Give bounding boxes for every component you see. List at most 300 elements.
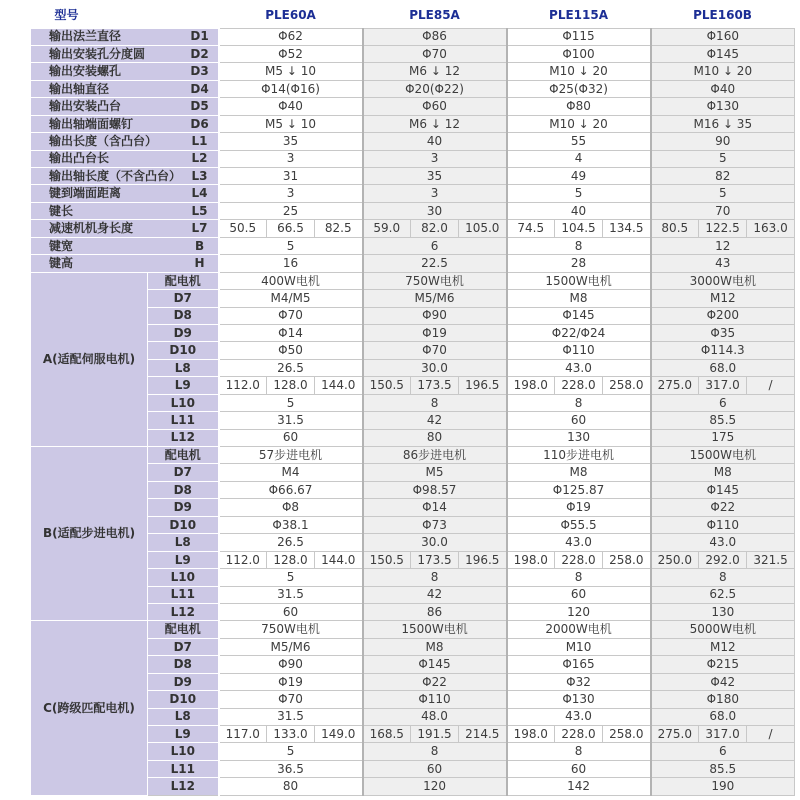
value-b-row2-ple85a: M5 (363, 464, 507, 481)
section-b-row-1 (31, 447, 795, 464)
value-b-row10-ple60a: 60 (219, 603, 363, 620)
value-a-row5-ple85a: Φ70 (363, 342, 507, 359)
section-label-c: C(跨级匹配电机) (31, 621, 148, 795)
value-a-row7-ple60a-sub1: 112.0 (219, 377, 267, 394)
row-code-d1: D1 (190, 29, 209, 44)
value-l3-ple160b: 82 (651, 168, 795, 185)
row-label-flex-l3 (31, 170, 218, 183)
value-c-row4-ple160b: Φ42 (651, 673, 795, 690)
value-b-row8-ple115a: 8 (507, 569, 651, 586)
section-c-row-1 (31, 621, 795, 638)
value-b-row10-ple115a: 120 (507, 603, 651, 620)
value-c-row7-ple115a-sub1: 198.0 (507, 726, 555, 743)
value-a-row2-ple115a: M8 (507, 290, 651, 307)
row-label-flex-l1 (31, 135, 218, 148)
value-d5-ple60a: Φ40 (219, 98, 363, 115)
spec-row-l1 (31, 133, 795, 150)
value-a-row3-ple85a: Φ90 (363, 307, 507, 324)
value-c-row10-ple160b: 190 (651, 778, 795, 795)
row-code-b: B (194, 238, 205, 253)
value-c-row9-ple60a: 36.5 (219, 760, 363, 777)
value-l7-ple115a-sub3: 134.5 (603, 220, 651, 237)
value-c-row7-ple60a-sub3: 149.0 (315, 726, 363, 743)
row-label-flex-h (31, 257, 218, 270)
row-label-flex-d3 (31, 65, 218, 78)
value-c-row7-ple60a-sub1: 117.0 (219, 726, 267, 743)
value-b-row9-ple60a: 31.5 (219, 586, 363, 603)
value-b-row9-ple160b: 62.5 (651, 586, 795, 603)
value-d4-ple115a: Φ25(Φ32) (507, 80, 651, 97)
value-c-row6-ple160b: 68.0 (651, 708, 795, 725)
value-a-row5-ple115a: Φ110 (507, 342, 651, 359)
value-b-row2-ple60a: M4 (219, 464, 363, 481)
value-d3-ple60a: M5 ↓ 10 (219, 63, 363, 80)
row-label-flex-l2 (31, 152, 218, 165)
value-a-row8-ple160b: 6 (651, 394, 795, 411)
value-d4-ple85a: Φ20(Φ22) (363, 80, 507, 97)
value-c-row8-ple160b: 6 (651, 743, 795, 760)
value-b-row9-ple115a: 60 (507, 586, 651, 603)
row-label-h (31, 255, 219, 272)
value-d6-ple85a: M6 ↓ 12 (363, 115, 507, 132)
model-label-text: 型号 (54, 8, 79, 23)
row-label-text-b: 键宽 (49, 238, 74, 253)
value-l5-ple85a: 30 (363, 202, 507, 219)
value-a-row9-ple160b: 85.5 (651, 412, 795, 429)
value-a-row7-ple115a-sub3: 258.0 (603, 377, 651, 394)
value-l7-ple85a-sub3: 105.0 (459, 220, 507, 237)
value-c-row8-ple115a: 8 (507, 743, 651, 760)
row-label-d5 (31, 98, 219, 115)
value-l7-ple160b-sub1: 80.5 (651, 220, 699, 237)
row-label-text-d4: 输出轴直径 (49, 81, 110, 96)
row-code-l7: L7 (191, 221, 208, 236)
value-b-row4-ple85a: Φ14 (363, 499, 507, 516)
value-c-row4-ple85a: Φ22 (363, 673, 507, 690)
section-c-code-9: L11 (148, 760, 219, 777)
value-b-row3-ple85a: Φ98.57 (363, 481, 507, 498)
value-b-row1-ple85a: 86步进电机 (363, 447, 507, 464)
value-c-row1-ple85a: 1500W电机 (363, 621, 507, 638)
section-b-code-4: D9 (148, 499, 219, 516)
row-label-text-h: 键高 (49, 256, 74, 271)
value-d1-ple160b: Φ160 (651, 28, 795, 45)
value-b-row7-ple160b-sub1: 250.0 (651, 551, 699, 568)
row-label-l2 (31, 150, 219, 167)
value-b-row4-ple115a: Φ19 (507, 499, 651, 516)
section-c-code-2: D7 (148, 638, 219, 655)
value-c-row2-ple85a: M8 (363, 638, 507, 655)
value-a-row7-ple160b-sub1: 275.0 (651, 377, 699, 394)
section-label-b: B(适配步进电机) (31, 447, 148, 621)
value-c-row10-ple85a: 120 (363, 778, 507, 795)
row-code-h: H (194, 256, 205, 271)
value-c-row7-ple85a-sub1: 168.5 (363, 726, 411, 743)
spec-row-d6 (31, 115, 795, 132)
value-a-row5-ple160b: Φ114.3 (651, 342, 795, 359)
section-c-code-5: D10 (148, 691, 219, 708)
row-label-d6 (31, 115, 219, 132)
value-c-row9-ple85a: 60 (363, 760, 507, 777)
row-code-l4: L4 (191, 186, 208, 201)
section-label-a: A(适配伺服电机) (31, 272, 148, 446)
value-h-ple115a: 28 (507, 255, 651, 272)
section-a-code-4: D9 (148, 324, 219, 341)
value-d3-ple160b: M10 ↓ 20 (651, 63, 795, 80)
section-a-code-9: L11 (148, 412, 219, 429)
spec-row-d3 (31, 63, 795, 80)
value-c-row3-ple85a: Φ145 (363, 656, 507, 673)
value-d6-ple115a: M10 ↓ 20 (507, 115, 651, 132)
row-code-l2: L2 (191, 151, 208, 166)
value-b-row7-ple115a-sub2: 228.0 (555, 551, 603, 568)
value-h-ple160b: 43 (651, 255, 795, 272)
value-c-row3-ple115a: Φ165 (507, 656, 651, 673)
value-b-row8-ple160b: 8 (651, 569, 795, 586)
row-label-text-d3: 输出安装螺孔 (49, 64, 122, 79)
value-a-row6-ple85a: 30.0 (363, 359, 507, 376)
value-b-row8-ple60a: 5 (219, 569, 363, 586)
value-d2-ple160b: Φ145 (651, 45, 795, 62)
section-b-code-1: 配电机 (148, 447, 219, 464)
value-d5-ple85a: Φ60 (363, 98, 507, 115)
row-label-flex-d2 (31, 48, 218, 61)
section-c-code-8: L10 (148, 743, 219, 760)
value-l5-ple160b: 70 (651, 202, 795, 219)
value-b-row3-ple60a: Φ66.67 (219, 481, 363, 498)
value-a-row7-ple60a-sub2: 128.0 (267, 377, 315, 394)
row-label-b (31, 237, 219, 254)
row-label-text-l3: 输出轴长度（不含凸台） (49, 168, 182, 183)
value-d1-ple115a: Φ115 (507, 28, 651, 45)
value-a-row1-ple115a: 1500W电机 (507, 272, 651, 289)
value-b-row7-ple60a-sub3: 144.0 (315, 551, 363, 568)
spec-row-d4 (31, 80, 795, 97)
row-label-flex-l5 (31, 205, 218, 218)
value-b-row1-ple115a: 110步进电机 (507, 447, 651, 464)
value-b-row3-ple160b: Φ145 (651, 481, 795, 498)
row-label-flex-l4 (31, 187, 218, 200)
value-b-row6-ple115a: 43.0 (507, 534, 651, 551)
row-label-text-d1: 输出法兰直径 (49, 29, 122, 44)
value-c-row3-ple60a: Φ90 (219, 656, 363, 673)
row-label-flex-d6 (31, 118, 218, 131)
value-h-ple85a: 22.5 (363, 255, 507, 272)
value-c-row7-ple160b-sub3: / (747, 726, 795, 743)
value-l7-ple85a-sub1: 59.0 (363, 220, 411, 237)
gearbox-spec-table (30, 4, 795, 796)
value-a-row6-ple60a: 26.5 (219, 359, 363, 376)
value-c-row7-ple85a-sub2: 191.5 (411, 726, 459, 743)
row-label-text-l1: 输出长度（含凸台） (49, 134, 158, 149)
value-c-row6-ple115a: 43.0 (507, 708, 651, 725)
model-header-ple160b: PLE160B (651, 4, 795, 28)
value-d2-ple115a: Φ100 (507, 45, 651, 62)
value-l1-ple60a: 35 (219, 133, 363, 150)
value-a-row4-ple60a: Φ14 (219, 324, 363, 341)
value-c-row6-ple85a: 48.0 (363, 708, 507, 725)
value-b-row7-ple160b-sub3: 321.5 (747, 551, 795, 568)
section-c-code-4: D9 (148, 673, 219, 690)
value-d1-ple60a: Φ62 (219, 28, 363, 45)
value-a-row2-ple60a: M4/M5 (219, 290, 363, 307)
value-d2-ple60a: Φ52 (219, 45, 363, 62)
value-c-row7-ple115a-sub3: 258.0 (603, 726, 651, 743)
value-l4-ple85a: 3 (363, 185, 507, 202)
value-a-row6-ple115a: 43.0 (507, 359, 651, 376)
value-b-row5-ple85a: Φ73 (363, 516, 507, 533)
value-a-row1-ple160b: 3000W电机 (651, 272, 795, 289)
value-a-row8-ple115a: 8 (507, 394, 651, 411)
value-a-row8-ple60a: 5 (219, 394, 363, 411)
value-a-row7-ple160b-sub2: 317.0 (699, 377, 747, 394)
row-label-flex-b (31, 240, 218, 253)
value-l7-ple160b-sub2: 122.5 (699, 220, 747, 237)
value-l4-ple115a: 5 (507, 185, 651, 202)
value-l2-ple115a: 4 (507, 150, 651, 167)
spec-row-d2 (31, 45, 795, 62)
value-c-row9-ple115a: 60 (507, 760, 651, 777)
value-b-row1-ple160b: 1500W电机 (651, 447, 795, 464)
value-l7-ple85a-sub2: 82.0 (411, 220, 459, 237)
value-c-row8-ple85a: 8 (363, 743, 507, 760)
section-b-code-2: D7 (148, 464, 219, 481)
row-code-d5: D5 (190, 99, 209, 114)
section-b-code-5: D10 (148, 516, 219, 533)
value-c-row5-ple160b: Φ180 (651, 691, 795, 708)
spec-row-d1 (31, 28, 795, 45)
spec-row-l5 (31, 202, 795, 219)
value-a-row2-ple160b: M12 (651, 290, 795, 307)
value-c-row1-ple160b: 5000W电机 (651, 621, 795, 638)
value-a-row7-ple85a-sub2: 173.5 (411, 377, 459, 394)
value-d5-ple115a: Φ80 (507, 98, 651, 115)
value-c-row6-ple60a: 31.5 (219, 708, 363, 725)
value-a-row7-ple160b-sub3: / (747, 377, 795, 394)
value-l1-ple160b: 90 (651, 133, 795, 150)
value-a-row9-ple85a: 42 (363, 412, 507, 429)
value-a-row3-ple115a: Φ145 (507, 307, 651, 324)
row-label-l7 (31, 220, 219, 237)
row-label-l3 (31, 168, 219, 185)
section-a-code-3: D8 (148, 307, 219, 324)
row-label-flex-d5 (31, 100, 218, 113)
value-d2-ple85a: Φ70 (363, 45, 507, 62)
value-d3-ple85a: M6 ↓ 12 (363, 63, 507, 80)
value-b-row5-ple115a: Φ55.5 (507, 516, 651, 533)
section-b-code-10: L12 (148, 603, 219, 620)
value-c-row1-ple115a: 2000W电机 (507, 621, 651, 638)
row-label-text-l7: 减速机机身长度 (49, 221, 134, 236)
section-a-code-2: D7 (148, 290, 219, 307)
value-d6-ple160b: M16 ↓ 35 (651, 115, 795, 132)
value-c-row8-ple60a: 5 (219, 743, 363, 760)
value-d3-ple115a: M10 ↓ 20 (507, 63, 651, 80)
value-b-row4-ple60a: Φ8 (219, 499, 363, 516)
value-b-row4-ple160b: Φ22 (651, 499, 795, 516)
row-label-l4 (31, 185, 219, 202)
spec-row-l4 (31, 185, 795, 202)
value-b-row7-ple85a-sub2: 173.5 (411, 551, 459, 568)
spec-row-b (31, 237, 795, 254)
value-d1-ple85a: Φ86 (363, 28, 507, 45)
value-l3-ple60a: 31 (219, 168, 363, 185)
section-b-code-9: L11 (148, 586, 219, 603)
value-a-row10-ple85a: 80 (363, 429, 507, 446)
value-a-row2-ple85a: M5/M6 (363, 290, 507, 307)
value-d5-ple160b: Φ130 (651, 98, 795, 115)
spec-table-body (31, 28, 795, 795)
value-l3-ple115a: 49 (507, 168, 651, 185)
row-label-l5 (31, 202, 219, 219)
model-header-ple60a: PLE60A (219, 4, 363, 28)
row-label-d3 (31, 63, 219, 80)
section-c-code-7: L9 (148, 726, 219, 743)
value-b-ple115a: 8 (507, 237, 651, 254)
value-a-row7-ple85a-sub3: 196.5 (459, 377, 507, 394)
row-code-l5: L5 (191, 203, 208, 218)
section-a-code-5: D10 (148, 342, 219, 359)
section-c-code-6: L8 (148, 708, 219, 725)
value-l2-ple85a: 3 (363, 150, 507, 167)
row-label-text-l2: 输出凸台长 (49, 151, 110, 166)
model-header-ple115a: PLE115A (507, 4, 651, 28)
row-label-text-l5: 键长 (49, 203, 74, 218)
section-a-row-1 (31, 272, 795, 289)
value-c-row4-ple60a: Φ19 (219, 673, 363, 690)
row-label-l1 (31, 133, 219, 150)
value-a-row4-ple115a: Φ22/Φ24 (507, 324, 651, 341)
value-d6-ple60a: M5 ↓ 10 (219, 115, 363, 132)
row-label-text-l4: 键到端面距离 (49, 186, 122, 201)
value-l1-ple85a: 40 (363, 133, 507, 150)
value-l7-ple115a-sub1: 74.5 (507, 220, 555, 237)
value-l7-ple160b-sub3: 163.0 (747, 220, 795, 237)
row-code-d4: D4 (190, 81, 209, 96)
section-c-code-10: L12 (148, 778, 219, 795)
value-l7-ple60a-sub1: 50.5 (219, 220, 267, 237)
spec-sheet-page (30, 4, 795, 796)
row-code-l1: L1 (191, 134, 208, 149)
value-b-ple60a: 5 (219, 237, 363, 254)
value-a-row7-ple60a-sub3: 144.0 (315, 377, 363, 394)
value-b-row7-ple115a-sub3: 258.0 (603, 551, 651, 568)
value-a-row9-ple115a: 60 (507, 412, 651, 429)
section-a-code-8: L10 (148, 394, 219, 411)
value-b-row6-ple85a: 30.0 (363, 534, 507, 551)
value-a-row5-ple60a: Φ50 (219, 342, 363, 359)
section-a-code-10: L12 (148, 429, 219, 446)
value-b-row10-ple85a: 86 (363, 603, 507, 620)
value-l5-ple60a: 25 (219, 202, 363, 219)
value-l2-ple160b: 5 (651, 150, 795, 167)
value-c-row7-ple115a-sub2: 228.0 (555, 726, 603, 743)
spec-row-l3 (31, 168, 795, 185)
value-c-row7-ple160b-sub1: 275.0 (651, 726, 699, 743)
value-b-row3-ple115a: Φ125.87 (507, 481, 651, 498)
value-a-row7-ple85a-sub1: 150.5 (363, 377, 411, 394)
value-c-row5-ple85a: Φ110 (363, 691, 507, 708)
section-c-code-1: 配电机 (148, 621, 219, 638)
value-c-row2-ple115a: M10 (507, 638, 651, 655)
value-l7-ple115a-sub2: 104.5 (555, 220, 603, 237)
section-a-code-7: L9 (148, 377, 219, 394)
section-b-code-7: L9 (148, 551, 219, 568)
section-b-code-6: L8 (148, 534, 219, 551)
value-l7-ple60a-sub2: 66.5 (267, 220, 315, 237)
value-c-row10-ple115a: 142 (507, 778, 651, 795)
spec-row-h (31, 255, 795, 272)
row-code-l3: L3 (191, 168, 208, 183)
value-c-row5-ple115a: Φ130 (507, 691, 651, 708)
value-a-row3-ple60a: Φ70 (219, 307, 363, 324)
value-c-row3-ple160b: Φ215 (651, 656, 795, 673)
value-a-row10-ple60a: 60 (219, 429, 363, 446)
value-l4-ple160b: 5 (651, 185, 795, 202)
value-a-row3-ple160b: Φ200 (651, 307, 795, 324)
value-b-row6-ple160b: 43.0 (651, 534, 795, 551)
value-a-row4-ple85a: Φ19 (363, 324, 507, 341)
row-code-d6: D6 (190, 116, 209, 131)
model-label-header (31, 4, 219, 28)
row-label-d2 (31, 45, 219, 62)
value-a-row7-ple115a-sub2: 228.0 (555, 377, 603, 394)
value-c-row10-ple60a: 80 (219, 778, 363, 795)
value-l2-ple60a: 3 (219, 150, 363, 167)
value-l3-ple85a: 35 (363, 168, 507, 185)
value-b-ple85a: 6 (363, 237, 507, 254)
value-b-row7-ple60a-sub1: 112.0 (219, 551, 267, 568)
section-a-code-1: 配电机 (148, 272, 219, 289)
value-b-row7-ple60a-sub2: 128.0 (267, 551, 315, 568)
value-a-row1-ple60a: 400W电机 (219, 272, 363, 289)
value-c-row2-ple160b: M12 (651, 638, 795, 655)
value-c-row2-ple60a: M5/M6 (219, 638, 363, 655)
spec-row-d5 (31, 98, 795, 115)
value-b-row1-ple60a: 57步进电机 (219, 447, 363, 464)
row-label-text-d5: 输出安装凸台 (49, 99, 122, 114)
value-b-row7-ple85a-sub1: 150.5 (363, 551, 411, 568)
row-label-text-d6: 输出轴端面螺钉 (49, 116, 134, 131)
value-b-row8-ple85a: 8 (363, 569, 507, 586)
value-b-row7-ple85a-sub3: 196.5 (459, 551, 507, 568)
section-b-code-3: D8 (148, 481, 219, 498)
value-a-row10-ple160b: 175 (651, 429, 795, 446)
row-label-flex-d4 (31, 83, 218, 96)
value-b-row9-ple85a: 42 (363, 586, 507, 603)
header-row (31, 4, 795, 28)
value-a-row8-ple85a: 8 (363, 394, 507, 411)
value-b-ple160b: 12 (651, 237, 795, 254)
value-l4-ple60a: 3 (219, 185, 363, 202)
row-label-flex-l7 (31, 222, 218, 235)
value-b-row6-ple60a: 26.5 (219, 534, 363, 551)
row-label-d1 (31, 28, 219, 45)
value-b-row5-ple160b: Φ110 (651, 516, 795, 533)
value-c-row5-ple60a: Φ70 (219, 691, 363, 708)
value-a-row10-ple115a: 130 (507, 429, 651, 446)
value-b-row2-ple115a: M8 (507, 464, 651, 481)
section-b-code-8: L10 (148, 569, 219, 586)
value-c-row9-ple160b: 85.5 (651, 760, 795, 777)
value-c-row1-ple60a: 750W电机 (219, 621, 363, 638)
value-a-row4-ple160b: Φ35 (651, 324, 795, 341)
value-b-row7-ple160b-sub2: 292.0 (699, 551, 747, 568)
value-c-row7-ple160b-sub2: 317.0 (699, 726, 747, 743)
value-b-row2-ple160b: M8 (651, 464, 795, 481)
row-code-d3: D3 (190, 64, 209, 79)
model-header-ple85a: PLE85A (363, 4, 507, 28)
